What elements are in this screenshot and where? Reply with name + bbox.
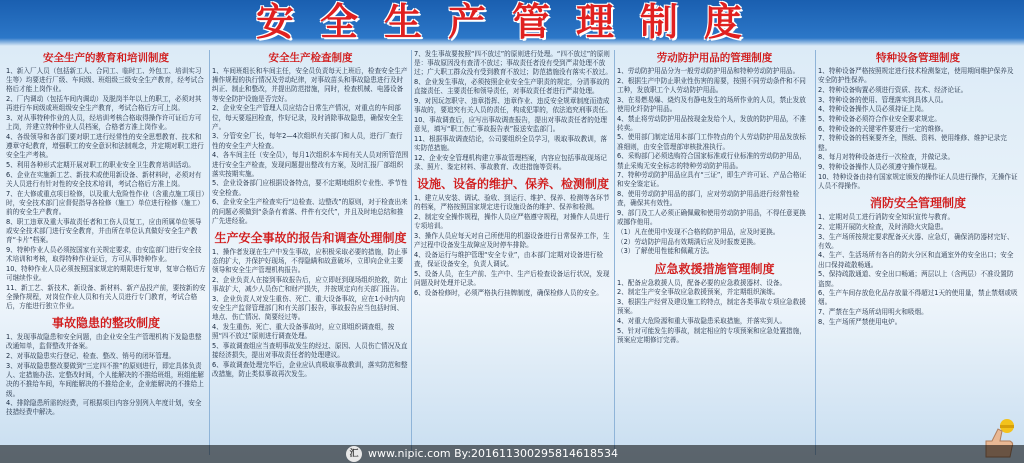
- rule-item: 3、企业负责人对发生重伤、死亡、重大设备事故，应在1小时内向安全生产监督管理部门和有关部门报告，事故报告应当包括时间、地点、伤亡情况、简要经过等。: [212, 294, 406, 322]
- rule-item: 8、使用劳动防护用品的部门，应对劳动防护用品进行经常性检查，确保其有效性。: [617, 190, 800, 208]
- rule-item: 7、在大修或重点项目检修，以及重大危险性作业（含重点施工项目）时，安全技术部门应督促指导各检修（施工）单位进行检修（施工）前的安全生产教育。: [6, 189, 205, 217]
- rule-item: 1、发现事故隐患和安全问题，由企业安全生产管理机构下发隐患整改通知单，监督整改并备案。: [6, 333, 202, 351]
- rule-item: 7、特种劳动防护用品应具有“三证”，即生产许可证、产品合格证和安全鉴定证。: [617, 171, 807, 189]
- rule-item: 11、新工艺、新技术、新设备、新材料、新产品投产前，要按新的安全操作规程，对岗位作业人员和有关人员进行专门教育，考试合格后，方能进行独立作业。: [6, 283, 206, 311]
- rule-item: 7、严禁在生产场所动用明火和吸烟。: [818, 308, 928, 317]
- rule-item: 6、设备检修时，必须严格执行挂牌制度，确保检修人员的安全。: [414, 288, 603, 297]
- rule-item: 1、定期对员工进行消防安全知识宣传与教育。: [818, 213, 955, 222]
- rule-item: 6、采购部门必须选购符合国家标准或行业标准的劳动防护用品，禁止采购无安全标志的特种劳动防护用品。: [617, 152, 806, 170]
- rule-item: 3、特种设备的使用、管理落实到具体人员。: [818, 95, 948, 104]
- section-title: 设施、设备的维护、保养、检测制度: [416, 177, 609, 192]
- rule-item: 4、生产、生活场所有各自的防火分区和直通室外的安全出口；安全出口保持疏散畅通。: [818, 251, 1014, 269]
- rule-item: 8、企业发生事故，必须按照企业安全生产职责的规定，分清事故的直接责任、主要责任和领导责任，对事故责任者进行严肃处理。: [414, 78, 610, 96]
- rule-item: 2、定期开展防火检查，及时消除火灾隐患。: [818, 222, 948, 231]
- rule-item: 3、分管安全厂长，每年2—4次组织有关部门和人员，进行厂查行性的安全生产大检查。: [212, 132, 403, 150]
- rule-item: 2、特种设备购置必须进行资质、技术、经济论证。: [818, 85, 968, 94]
- column-3: [414, 50, 612, 460]
- rule-item: 6、企业安全生产检查实行“边检查、边整改”的原则，对于检查出来的问题必须做到“条条有着落、件件有交代”，并且及时地总结和推广先进经验。: [212, 198, 408, 225]
- rule-item: （3）了解使用性能和佩戴方法。: [617, 247, 714, 256]
- rule-item: 8、每月对特种设备进行一次检查，并做记录。: [818, 153, 955, 162]
- rule-item: 3、根据生产经营及建设施工的特点，制定各类事故专项应急救援预案。: [617, 297, 806, 316]
- rule-item: 10、事故调查后，应写出事故调查报告，提出对事故责任者的处理意见，填写“职工伤亡事故报告表”报送安监部门。: [414, 115, 608, 134]
- rule-item: 8、职工违章及重大事故责任者和工伤人员复工，应由所属单位领导或安全技术部门进行安全教育，并由所在单位认真做好安全生产教育“卡片”档案。: [6, 217, 202, 245]
- section-title: 安全生产的教育和培训制度: [43, 52, 169, 64]
- section-title: 特种设备管理制度: [876, 52, 960, 64]
- rule-item: 4、设备运行与维护管理“安全专业”，由本部门定期对设备进行检查，保证设备安全，负责人调试。: [414, 250, 604, 269]
- section-title: 事故隐患的整改制度: [51, 316, 160, 331]
- rule-item: 4、禁止将劳动防护用品按现金发给个人，发放的防护用品，不准转卖。: [617, 114, 806, 132]
- rule-item: 4、排除隐患所需的经费，可根据项目内容分别列入年度计划，安全技措经费中解决。: [6, 399, 202, 417]
- rule-item: 10、特种设备由持有国家规定颁发的操作证人员进行操作，无操作证人员不得操作。: [818, 172, 1018, 190]
- watermark-logo: 汇: [346, 446, 362, 462]
- rule-item: 9、对因玩忽职守、违章指挥、违章作业、违反安全规章制度而造成事故的，要追究有关人员的责任，构成犯罪的，依法追究刑事责任。: [414, 97, 612, 115]
- rule-item: 5、事故调查组应当查明事故发生的经过、原因、人员伤亡情况及直接经济损失，提出对事故责任者的处理建议。: [212, 341, 408, 360]
- rule-item: 2、企业负责人在接到事故报告后，应立即赶到现场组织抢救，防止事故扩大，减少人员伤亡和财产损失，并按规定向有关部门报告。: [212, 276, 408, 294]
- column-2: [212, 50, 409, 460]
- watermark-text: www.nipic.com By:201611300295814618534: [368, 447, 619, 460]
- rule-item: 6、企业在实施新工艺、新技术或使用新设备、新材料时，必须对有关人员进行有针对性的安全技术培训，考试合格后方准上岗。: [6, 170, 202, 188]
- rule-item: 3、生产场所按规定要求配备灭火器、应急灯，确保消防器材完好、有效。: [818, 232, 1014, 250]
- page-title: 安全生产管理制度: [255, 0, 768, 44]
- rule-item: 4、各车间主任（安全员），每月1次组织本车间有关人员对所管范围进行安全生产检查，发现问题提出整改有方案，及时汇报厂部组织落实按期实施。: [212, 151, 409, 178]
- rule-item: 1、新入厂人员（包括新工人、合同工、临时工、外包工、培训实习生等）均要进行厂级、车间级、班组级三级安全生产教育，经考试合格后才能上岗作业。: [6, 67, 204, 94]
- rule-item: 6、事故调查处理完毕后，企业应认真吸取事故教训，落实防范和整改措施，防止类似事故再次发生。: [212, 360, 408, 379]
- rule-item: 2、企业安全生产管理人员应结合日常生产情况，对重点的车间部位，每天要巡回检查，作好记录，及时消除事故隐患，确保安全生产。: [212, 104, 404, 131]
- rule-item: 8、生产场所严禁使用电炉。: [818, 317, 902, 326]
- rule-item: 6、生产车间存放危化品存放量不得超过1天的使用量，禁止禁烟或吸烟。: [818, 289, 1018, 307]
- rule-item: 3、对事故隐患整改要做到“三定四不推”的原则进行，即定具体负责人、定措施办法、定整改时间，个人能解决的不推给班组，班组能解决的不推给车间，车间能解决的不推给企业，企业能解决的不推给上级。: [6, 361, 204, 398]
- rule-item: 1、建立从安装、调试、验收、到运行、维护、保养、检测等各环节的档案，严格按照国家规定进行设施设备的维护、保养和检测。: [414, 194, 610, 212]
- rule-item: 1、特种设备严格按照规定进行技术检测鉴定，使用期间维护保养及安全防护性保养。: [818, 67, 1014, 85]
- rule-item: 5、企业设备部门应根据设备特点，要不定期地组织专业性、季节性安全检查。: [212, 179, 408, 197]
- rule-item: 7、发生事故要按照“四不放过”的原则进行处理。“四不放过”的原则是：事故原因没有查清不放过；事故责任者没有受到严肃处理不放过；广大职工群众没有受到教育不放过；防范措施没有落实不放过。: [414, 50, 612, 77]
- rule-item: 5、保持疏散通道、安全出口畅通；两层以上（含两层）不准设置防盗窗。: [818, 270, 1014, 288]
- rule-item: 1、操作者发现在生产中发生事故，应积极采取必要的措施，防止事态的扩大，并保护好现场，不得隐瞒和故意破坏，立即向企业主要领导和安全生产管理机构报告。: [212, 247, 408, 275]
- rule-item: 5、利用各种形式定期开展对职工的职业安全卫生教育培训活动。: [6, 161, 195, 170]
- column-divider: [411, 50, 412, 455]
- rule-item: 9、部门及工人必须正确佩戴和使用劳动防护用品，不得任意更换或挪作他用。: [617, 209, 806, 227]
- rule-item: 6、特种设备的关键零件要进行一定的维修。: [818, 124, 948, 133]
- section-title: 应急救援措施管理制度: [654, 261, 775, 276]
- rule-item: 4、对重大危险源和重大事故隐患采取措施，并落实到人。: [617, 316, 787, 325]
- section-title: 安全生产检查制度: [268, 52, 353, 64]
- rule-item: 11、根据事故调查结论，公司要组织全员学习，吸取事故教训，落实防范措施。: [414, 134, 608, 153]
- rule-item: 3、在易燃易爆、烧灼及有静电发生的场所作业的人员，禁止发放使用化纤防护用品。: [617, 95, 806, 113]
- rule-item: （2）劳动防护用品有效期满后应及时报废更换。: [617, 237, 760, 246]
- rule-item: 2、对事故隐患实行登记、检查、整改、销号的闭环管理。: [6, 352, 176, 361]
- rule-item: 9、特种作业人员必须按国家有关规定要求，由安监部门进行安全技术培训和考核，取得特种作业证后，方可从事特种作业。: [6, 245, 202, 264]
- rule-item: （1）凡在使用中发现不合格的防护用品，应及时更换。: [617, 227, 780, 236]
- rule-item: 3、操作人员应每天对自己所使用的机器设备进行日常保养工作，生产过程中设备发生故障应及时停车排除。: [414, 231, 610, 250]
- rule-item: 12、企业安全管理机构建立事故管理档案，内容应包括事故现场记录、照片、鉴定材料、事故教育、改进措施等资料。: [414, 153, 608, 171]
- rule-item: 1、劳动防护用品分为一般劳动防护用品和特种劳动防护用品。: [617, 67, 800, 75]
- rule-item: 4、各级领导和各部门要对职工进行经常性的安全思想教育、技术和遵章守纪教育，增强职工的安全意识和法制观念，并定期对职工进行安全生产考核。: [6, 132, 204, 160]
- rule-item: 5、设备人员，在生产前、生产中、生产后检查设备运行状况，发现问题及时处理并记录。: [414, 269, 610, 287]
- section-title: 生产安全事故的报告和调查处理制度: [214, 230, 407, 245]
- rule-item: 5、使用部门制定适用本部门工作特点的个人劳动防护用品发放标准细则，由安全管理部审核批准执行。: [617, 133, 806, 151]
- watermark-bar: [0, 445, 1024, 463]
- column-divider: [815, 50, 816, 455]
- rule-item: 2、制定生产安全事故应急救援预案，并定期组织演练。: [617, 288, 780, 297]
- rule-item: 2、厂内调动（包括车间内调动）及脱岗半年以上的职工，必须对其再进行车间级或班组级安全生产教育，考试合格后方可上岗。: [6, 95, 202, 113]
- rule-item: 10、特种作业人员必须按照国家规定的期限进行复审，复审合格后方可继续作业。: [6, 264, 206, 282]
- column-5: [818, 50, 1018, 460]
- rule-item: 3、对从事特种作业的人员，经培训考核合格取得操作许可证后方可上岗，并建立特种作业人员档案，合格者方准上岗作业。: [6, 114, 202, 132]
- rule-item: 1、配备应急救援人员，配备必要的应急救援器材、设备。: [617, 278, 787, 287]
- column-4: [617, 50, 812, 460]
- rule-item: 5、针对可能发生的事故，制定相应的专项预案和应急处置措施，预案应定期修订完善。: [617, 326, 806, 344]
- rule-item: 2、根据生产中防止职业性伤害的需要，按照不同劳动条件和不同工种，发放职工个人劳动防护用品。: [617, 76, 806, 94]
- rule-item: 5、特种设备必须符合作业安全要求规定。: [818, 115, 941, 124]
- rule-item: 9、特种设备操作人员必须遵守操作规程。: [818, 163, 941, 172]
- section-title: 劳动防护用品的管理制度: [656, 52, 773, 64]
- rule-item: 4、发生重伤、死亡、重大设备事故时，应立即组织调查组，按照“四不放过”原则进行调查处理。: [212, 323, 395, 341]
- column-divider: [209, 50, 210, 455]
- column-1: [6, 50, 206, 460]
- rule-item: 1、车间班组长和车间主任，安全员负责每天上班后，检查安全生产操作规程的执行情况及劳动纪律，对事故苗头和事故隐患进行及时纠正、制止和整改，并提出防范措施，同时，检查机械、电器设备等安全防护设施是否完好。: [212, 67, 408, 103]
- rule-item: 2、制定安全操作规程，操作人员应严格遵守规程，对操作人员进行专项培训。: [414, 213, 610, 231]
- column-divider: [614, 50, 615, 455]
- section-title: 消防安全管理制度: [869, 196, 966, 211]
- rule-item: 7、特种设备的档案要齐全，图纸、资料、使用维修、维护记录完整。: [818, 134, 1007, 152]
- rule-item: 4、特种设备操作人员必须持证上岗。: [818, 105, 928, 114]
